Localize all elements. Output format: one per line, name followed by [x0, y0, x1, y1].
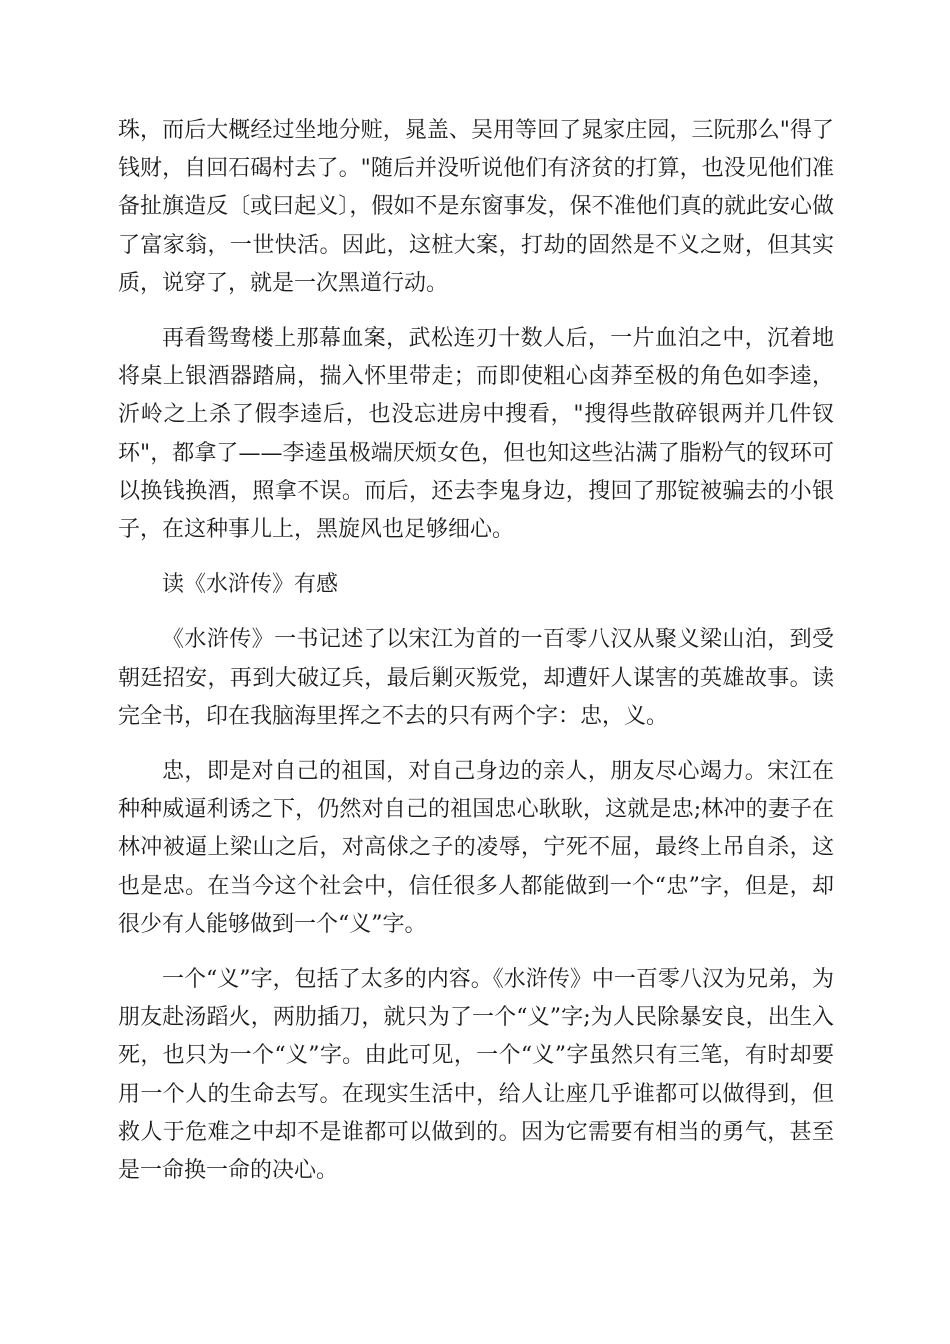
- document-body: [118, 112, 834, 1207]
- paragraph-2: 再看鸳鸯楼上那幕血案，武松连刃十数人后，一片血泊之中，沉着地将桌上银酒器踏扁，揣入怀里带走；而即使粗心卤莽至极的角色如李逵，沂岭之上杀了假李逵后，也没忘进房中搜看，"搜得些散碎银两并几件钗环"，都拿了——李逵虽极端厌烦女色，但也知这些沾满了脂粉气的钗环可以换钱换酒，照拿不误。而后，还去李鬼身边，搜回了那锭被骗去的小银子，在这种事儿上，黑旋风也足够细心。: [118, 326, 834, 543]
- paragraph-4: 忠，即是对自己的祖国，对自己身边的亲人，朋友尽心竭力。宋江在种种威逼利诱之下，仍然对自己的祖国忠心耿耿，这就是忠;林冲的妻子在林冲被逼上梁山之后，对高俅之子的凌辱，宁死不屈，最终上吊自杀，这也是忠。在当今这个社会中，信任很多人都能做到一个“忠”字，但是，却很少有人能够做到一个“义”字。: [118, 759, 834, 937]
- paragraph-3: 《水浒传》一书记述了以宋江为首的一百零八汉从聚义梁山泊，到受朝廷招安，再到大破辽兵，最后剿灭叛党，却遭奸人谋害的英雄故事。读完全书，印在我脑海里挥之不去的只有两个字：忠，义。: [118, 627, 834, 729]
- paragraph-1: 珠，而后大概经过坐地分赃，晁盖、吴用等回了晁家庄园，三阮那么"得了钱财，自回石碣村去了。"随后并没听说他们有济贫的打算，也没见他们准备扯旗造反〔或曰起义〕，假如不是东窗事发，保不准他们真的就此安心做了富家翁，一世快活。因此，这桩大案，打劫的固然是不义之财，但其实质，说穿了，就是一次黑道行动。: [118, 118, 834, 296]
- paragraph-5: 一个“义”字，包括了太多的内容。《水浒传》中一百零八汉为兄弟，为朋友赴汤蹈火，两肋插刀，就只为了一个“义”字;为人民除暴安良，出生入死，也只为一个“义”字。由此可见，一个“义”字虽然只有三笔，有时却要用一个人的生命去写。在现实生活中，给人让座几乎谁都可以做得到，但救人于危难之中却不是谁都可以做到的。因为它需要有相当的勇气，甚至是一命换一命的决心。: [118, 967, 834, 1184]
- section-title: 读《水浒传》有感: [162, 572, 339, 598]
